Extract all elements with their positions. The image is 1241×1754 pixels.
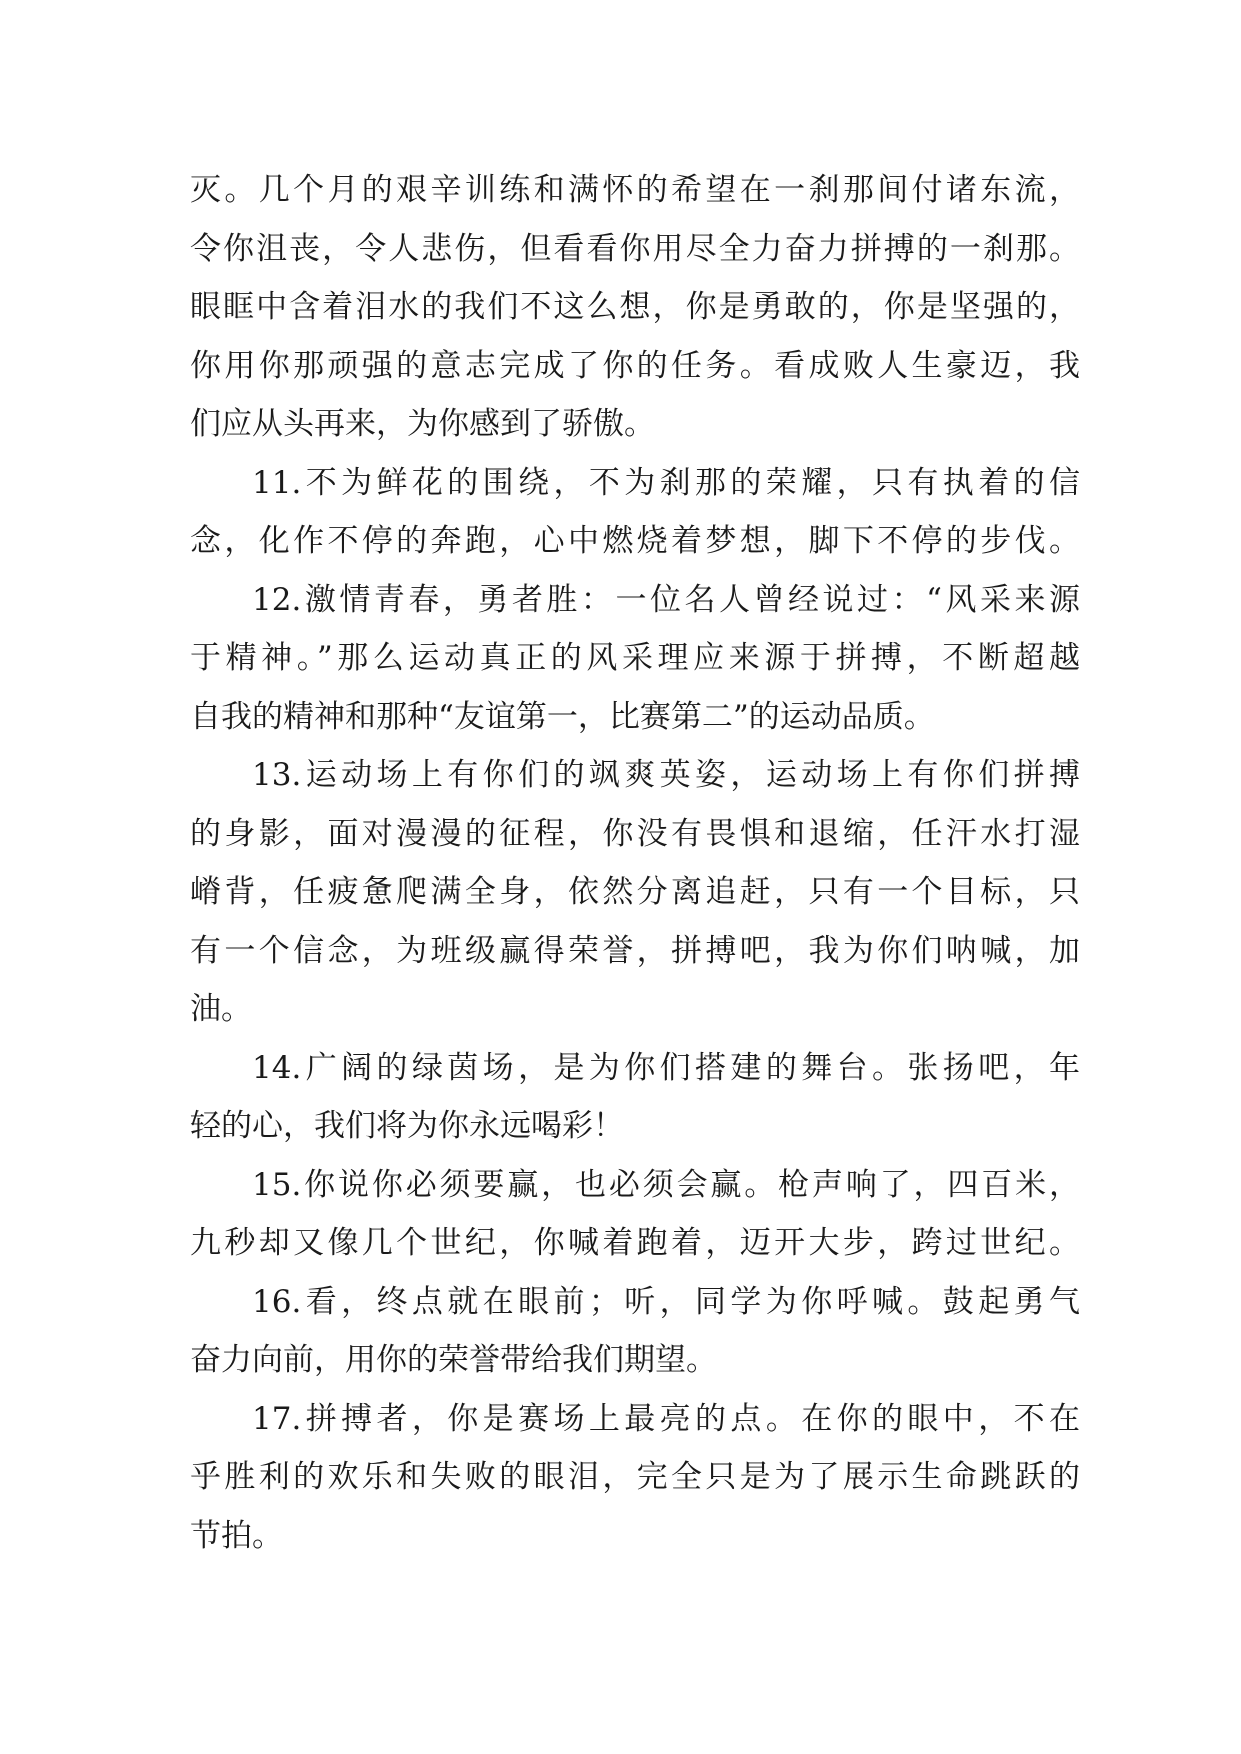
text-line: 九秒却又像几个世纪，你喊着跑着，迈开大步，跨过世纪。 [190, 1225, 1080, 1261]
paragraph-12-line: 12.激情青春，勇者胜：一位名人曾经说过：“风采来源 [252, 581, 1080, 618]
text-line: 轻的心，我们将为你永远喝彩！ [190, 1108, 624, 1144]
text-line: 们应从头再来，为你感到了骄傲。 [190, 406, 655, 442]
text-line: 油。 [190, 991, 252, 1027]
text-line: 自我的精神和那种“友谊第一，比赛第二”的运动品质。 [190, 698, 935, 735]
paragraph-16-line: 16.看，终点就在眼前；听，同学为你呼喊。鼓起勇气 [252, 1283, 1080, 1320]
text-line: 奋力向前，用你的荣誉带给我们期望。 [190, 1342, 717, 1378]
text-line: 嵴背，任疲惫爬满全身，依然分离追赶，只有一个目标，只 [190, 874, 1080, 910]
text-line: 灭。几个月的艰辛训练和满怀的希望在一刹那间付诸东流， [190, 172, 1080, 208]
text-line: 有一个信念，为班级赢得荣誉，拼搏吧，我为你们呐喊，加 [190, 932, 1080, 969]
document-body [190, 161, 1080, 1565]
paragraph-13-line: 13.运动场上有你们的飒爽英姿，运动场上有你们拼搏 [252, 757, 1080, 793]
text-line: 于精神。”那么运动真正的风采理应来源于拼搏，不断超越 [190, 640, 1080, 676]
text-line: 念，化作不停的奔跑，心中燃烧着梦想，脚下不停的步伐。 [190, 523, 1080, 559]
text-line: 乎胜利的欢乐和失败的眼泪，完全只是为了展示生命跳跃的 [190, 1459, 1080, 1495]
text-line: 的身影，面对漫漫的征程，你没有畏惧和退缩，任汗水打湿 [190, 815, 1080, 852]
paragraph-17-line: 17.拼搏者，你是赛场上最亮的点。在你的眼中，不在 [252, 1400, 1080, 1437]
paragraph-11-line: 11.不为鲜花的围绕，不为刹那的荣耀，只有执着的信 [252, 464, 1080, 501]
text-line: 令你沮丧，令人悲伤，但看看你用尽全力奋力拼搏的一刹那。 [190, 230, 1080, 267]
text-line: 节拍。 [190, 1517, 283, 1554]
text-line: 眼眶中含着泪水的我们不这么想，你是勇敢的，你是坚强的， [190, 289, 1080, 325]
text-line: 你用你那顽强的意志完成了你的任务。看成败人生豪迈，我 [190, 347, 1080, 384]
paragraph-15-line: 15.你说你必须要赢，也必须会赢。枪声响了，四百米， [252, 1166, 1080, 1203]
paragraph-14-line: 14.广阔的绿茵场，是为你们搭建的舞台。张扬吧，年 [252, 1049, 1080, 1086]
